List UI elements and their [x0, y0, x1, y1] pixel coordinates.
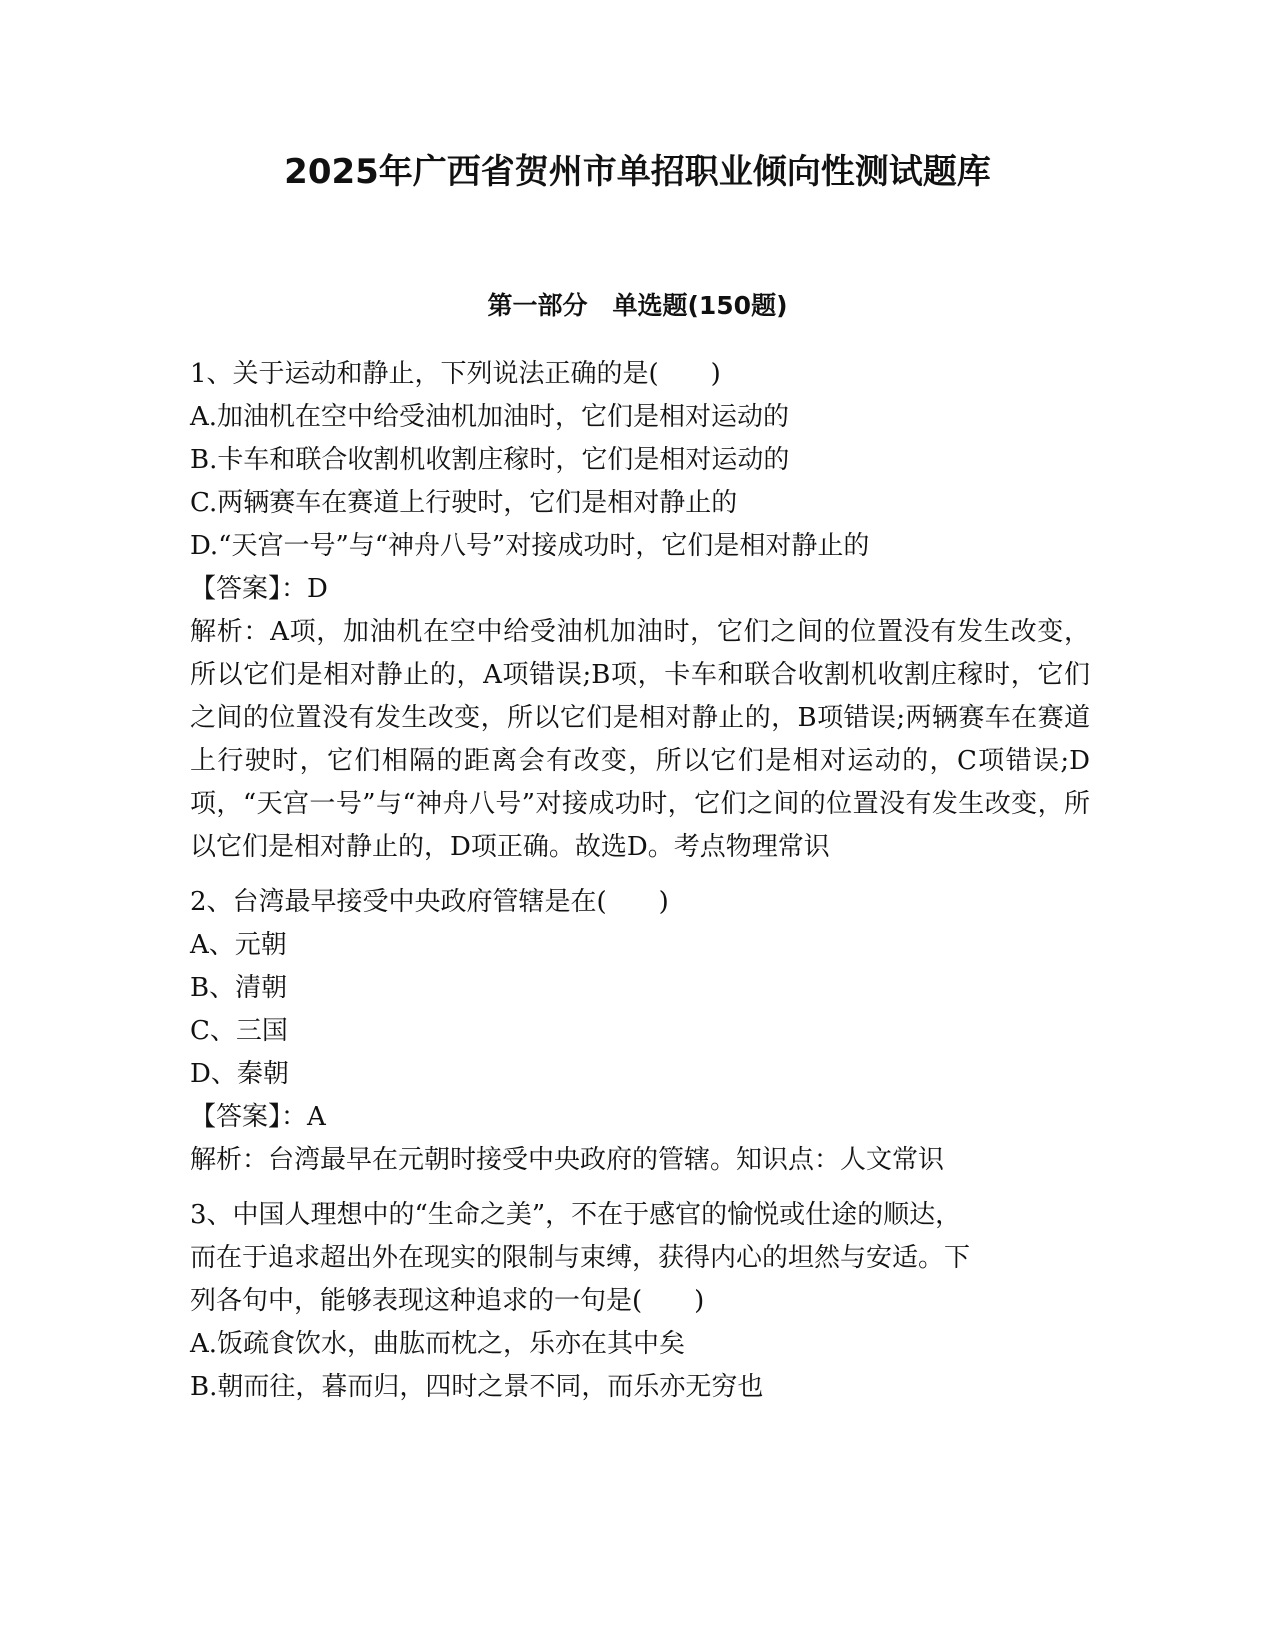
answer-label: 【答案】：A — [190, 1102, 326, 1132]
analysis-text: 解析：台湾最早在元朝时接受中央政府的管辖。知识点：人文常识 — [190, 1145, 945, 1175]
section-title: 第一部分 单选题(150题) — [487, 291, 788, 320]
question-3 — [190, 1194, 1090, 1409]
option-a: A.加油机在空中给受油机加油时，它们是相对运动的 — [190, 402, 790, 432]
option-d: D.“天宫一号”与“神舟八号”对接成功时，它们是相对静止的 — [190, 531, 870, 561]
question-stem-line-2: 而在于追求超出外在现实的限制与束缚，获得内心的坦然与安适。下 — [190, 1243, 971, 1273]
option-c: C、三国 — [190, 1016, 288, 1046]
question-1 — [190, 353, 1090, 869]
question-list — [190, 353, 1090, 1421]
question-stem: 2、台湾最早接受中央政府管辖是在( ) — [190, 887, 669, 917]
option-d: D、秦朝 — [190, 1059, 289, 1089]
option-a: A、元朝 — [190, 930, 287, 960]
option-b: B.朝而往，暮而归，四时之景不同，而乐亦无穷也 — [190, 1372, 764, 1402]
option-b: B.卡车和联合收割机收割庄稼时，它们是相对运动的 — [190, 445, 790, 475]
answer-label: 【答案】：D — [190, 574, 328, 604]
option-b: B、清朝 — [190, 973, 288, 1003]
question-stem-line-1: 3、中国人理想中的“生命之美”，不在于感官的愉悦或仕途的顺达， — [190, 1200, 962, 1230]
analysis-text: 解析：A项，加油机在空中给受油机加油时，它们之间的位置没有发生改变，所以它们是相对静止的，A项错误;B项，卡车和联合收割机收割庄稼时，它们之间的位置没有发生改变，所以它们是相对静止的，B项错误;两辆赛车在赛道上行驶时，它们相隔的距离会有改变，所以它们是相对运动的，C项错误;D项，“天宫一号”与“神舟八号”对接成功时，它们之间的位置没有发生改变，所以它们是相对静止的，D项正确。故选D。考点物理常识 — [190, 617, 1090, 862]
document-title: 2025年广西省贺州市单招职业倾向性测试题库 — [284, 152, 991, 192]
question-stem-line-3: 列各句中，能够表现这种追求的一句是( ) — [190, 1286, 705, 1316]
option-a: A.饭疏食饮水，曲肱而枕之，乐亦在其中矣 — [190, 1329, 686, 1359]
option-c: C.两辆赛车在赛道上行驶时，它们是相对静止的 — [190, 488, 738, 518]
question-2 — [190, 881, 1090, 1182]
question-stem: 1、关于运动和静止，下列说法正确的是( ) — [190, 359, 721, 389]
